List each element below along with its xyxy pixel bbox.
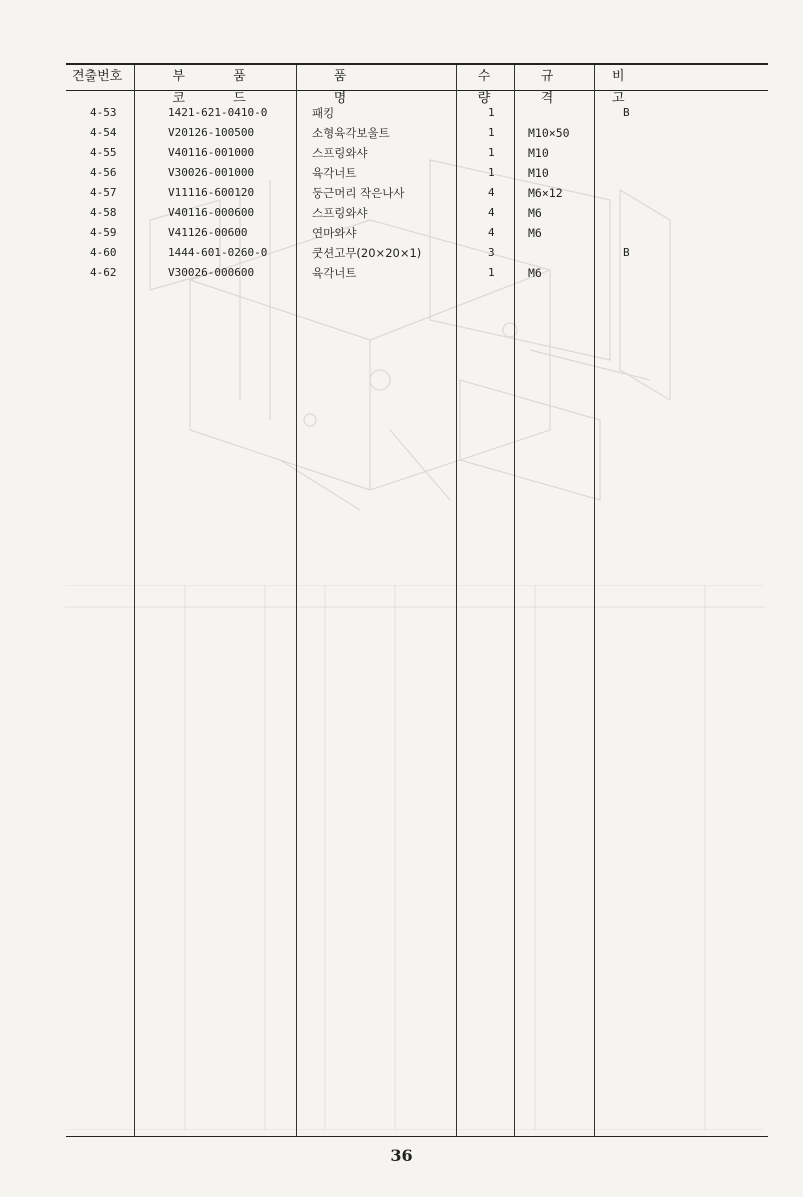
- header-spec: [528, 66, 588, 106]
- part-name: 스프링와샤: [312, 206, 368, 220]
- header-name-label: 품 명: [333, 69, 431, 106]
- part-name: 쿳션고무(20×20×1): [312, 246, 422, 260]
- part-quantity: 1: [488, 166, 495, 179]
- header-qty-label: 수 량: [477, 69, 499, 106]
- header-no: [72, 66, 132, 88]
- part-number: 4-55: [90, 146, 117, 159]
- part-spec: M10: [528, 166, 549, 180]
- table-bottom-rule: [66, 1136, 768, 1137]
- table-row: [0, 123, 803, 143]
- part-number: 4-53: [90, 106, 117, 119]
- header-no-label: 견출번호: [72, 69, 123, 84]
- part-number: 4-60: [90, 246, 117, 259]
- part-spec: M6: [528, 266, 542, 280]
- part-name: 둥근머리 작은나사: [312, 186, 405, 200]
- table-row: [0, 263, 803, 283]
- table-row: [0, 203, 803, 223]
- part-name: 패킹: [312, 106, 335, 120]
- page-number: 36: [390, 1146, 413, 1165]
- part-code: V20126-100500: [168, 126, 255, 139]
- table-row: [0, 163, 803, 183]
- part-quantity: 1: [488, 266, 495, 279]
- bleed-through-table: [65, 585, 765, 1130]
- part-number: 4-59: [90, 226, 117, 239]
- header-note-label: 비 고: [612, 69, 735, 106]
- table-top-rule: [66, 63, 768, 65]
- part-code: V30026-001000: [168, 166, 255, 179]
- part-spec: M10: [528, 146, 549, 160]
- part-number: 4-56: [90, 166, 117, 179]
- part-code: V11116-600120: [168, 186, 255, 199]
- part-number: 4-57: [90, 186, 117, 199]
- part-quantity: 4: [488, 226, 495, 239]
- header-code: [156, 66, 284, 106]
- part-code: V40116-001000: [168, 146, 255, 159]
- table-row: [0, 143, 803, 163]
- part-code: V30026-000600: [168, 266, 255, 279]
- table-row: [0, 223, 803, 243]
- part-quantity: 1: [488, 146, 495, 159]
- part-note: B: [623, 106, 630, 119]
- part-quantity: 1: [488, 126, 495, 139]
- part-spec: M10×50: [528, 126, 570, 140]
- part-code: 1421-621-0410-0: [168, 106, 268, 119]
- part-name: 연마와샤: [312, 226, 357, 240]
- header-code-label: 부 품 코 드: [172, 69, 268, 106]
- table-row: [0, 243, 803, 263]
- part-note: B: [623, 246, 630, 259]
- header-note: [612, 66, 762, 106]
- table-row: [0, 103, 803, 123]
- part-number: 4-62: [90, 266, 117, 279]
- part-code: V41126-00600: [168, 226, 248, 239]
- header-qty: [466, 66, 510, 106]
- part-code: V40116-000600: [168, 206, 255, 219]
- part-name: 육각너트: [312, 166, 357, 180]
- part-name: 육각너트: [312, 266, 357, 280]
- part-quantity: 4: [488, 206, 495, 219]
- part-spec: M6×12: [528, 186, 563, 200]
- part-spec: M6: [528, 206, 542, 220]
- part-name: 소형육각보울트: [312, 126, 390, 140]
- header-spec-label: 규 격: [540, 69, 576, 106]
- part-quantity: 1: [488, 106, 495, 119]
- table-row: [0, 183, 803, 203]
- part-name: 스프링와샤: [312, 146, 368, 160]
- part-quantity: 3: [488, 246, 495, 259]
- part-number: 4-58: [90, 206, 117, 219]
- part-code: 1444-601-0260-0: [168, 246, 268, 259]
- part-spec: M6: [528, 226, 542, 240]
- part-quantity: 4: [488, 186, 495, 199]
- part-number: 4-54: [90, 126, 117, 139]
- header-name: [322, 66, 442, 106]
